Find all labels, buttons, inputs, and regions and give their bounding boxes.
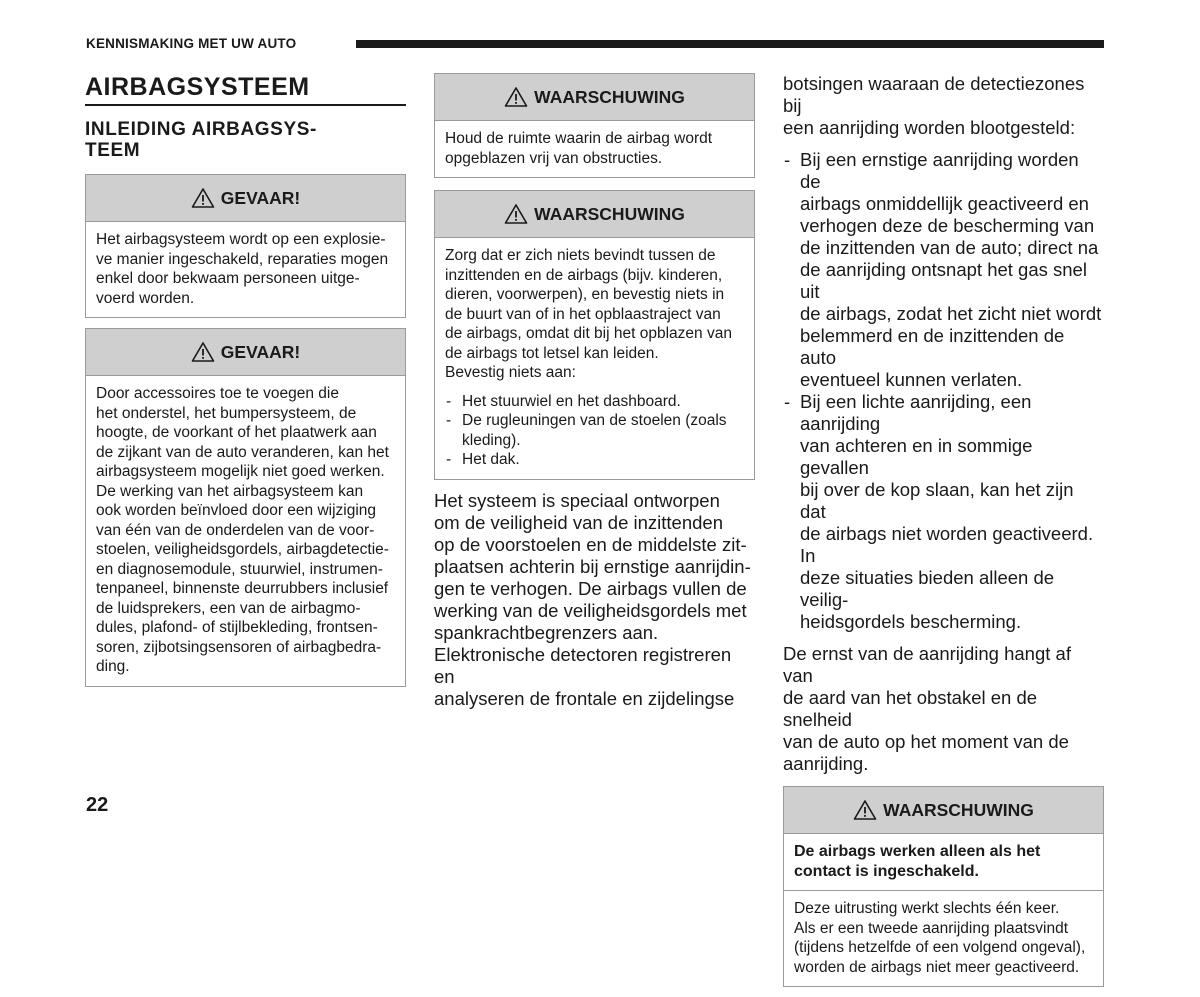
warning-box-1 — [434, 73, 755, 178]
warning-box-1-text: Houd de ruimte waarin de airbag wordt opgeblazen vrij van obstructies. — [445, 130, 713, 167]
warning-box-2-header — [435, 191, 754, 238]
warning-triangle-icon — [504, 86, 528, 108]
list-item: - Het dak. — [445, 450, 744, 470]
outro-paragraph: De ernst van de aanrijding hangt af van de aard van het obstakel en de snelheid van de auto op het moment van de aanrijding. — [783, 643, 1071, 774]
body-paragraph: Het systeem is speciaal ontworpen om de veiligheid van de inzittenden op de voorstoelen en de middelste zit- plaatsen achterin bij ernstige aanrijdin- gen te verhogen. De airbags vullen de werking van de veiligheidsgordels met spankrachtbegrenzers aan. Elektronische detectoren registreren en analyseren de frontale en zijdelingse — [434, 489, 751, 709]
warning-triangle-icon — [853, 799, 877, 821]
warning-box-1-body — [435, 121, 754, 177]
warning-box-2 — [434, 190, 755, 480]
danger-box-2 — [85, 328, 406, 687]
danger-box-2-text: Door accessoires toe te voegen die het onderstel, het bumpersysteem, de hoogte, de voorkant of het plaatwerk aan de zijkant van de auto veranderen, kan het airbagsysteem mogelijk niet goed werken. De werking van het airbagsysteem kan ook worden beïnvloed door een wijziging van één van de onderdelen van de voor- stoelen, veiligheidsgordels, airbagdetectie- en diagnosemodule, stuurwiel, instrumen- tenpaneel, binnenste deurrubbers inclusief de luidsprekers, een van de airbagmo- dules, plafond- of stijlbekleding, frontsen- soren, zijbotsingsensoren of airbagbedra- ding. — [96, 385, 389, 675]
warning-box-2-list — [445, 392, 744, 470]
danger-box-1 — [85, 174, 406, 318]
danger-box-1-header — [86, 175, 405, 222]
warning-box-1-label: WAARSCHUWING — [534, 86, 685, 107]
warning-box-2-body — [435, 238, 754, 479]
warning-box-3-text: Deze uitrusting werkt slechts één keer. Als er een tweede aanrijding plaatsvindt (tijdens hetzelfde of een volgend ongeval), worden de airbags niet meer geactiveerd. — [794, 900, 1086, 976]
intro-paragraph: botsingen waaraan de detectiezones bij een aanrijding worden blootgesteld: — [783, 73, 1085, 138]
list-item: - Bij een lichte aanrijding, een aanrijding van achteren en in sommige gevallen bij over de kop slaan, kan het zijn dat de airbags niet worden geactiveerd. In deze situaties bieden alleen de veilig- heidsgordels bescherming. — [783, 391, 1104, 633]
sub-title: INLEIDING AIRBAGSYS- TEEM — [85, 119, 317, 161]
warning-box-2-label: WAARSCHUWING — [534, 203, 685, 224]
danger-box-2-body — [86, 376, 405, 686]
warning-triangle-icon — [504, 203, 528, 225]
warning-triangle-icon — [191, 187, 215, 209]
warning-box-2-text: Zorg dat er zich niets bevindt tussen de inzittenden en de airbags (bijv. kinderen, dieren, voorwerpen), en bevestig niets in de buurt van of in het opblaastraject van de airbags, omdat dit bij het opblazen van de airbags tot letsel kan leiden. Bevestig niets aan: — [445, 247, 732, 381]
warning-box-3-header — [784, 787, 1103, 834]
header-title: KENNISMAKING MET UW AUTO — [86, 36, 297, 51]
warning-box-3 — [783, 786, 1104, 987]
warning-box-3-body — [784, 834, 1103, 986]
danger-box-1-label: GEVAAR! — [220, 187, 301, 208]
list-item: - Bij een ernstige aanrijding worden de airbags onmiddellijk geactiveerd en verhogen deze de bescherming van de inzittenden van de auto; direct na de aanrijding ontsnapt het gas snel uit de airbags, zodat het zicht niet wordt belemmerd en de inzittenden de auto eventueel kunnen verlaten. — [783, 149, 1104, 391]
warning-box-1-header — [435, 74, 754, 121]
warning-box-3-bold-text: De airbags werken alleen als het contact is ingeschakeld. — [794, 843, 1041, 880]
danger-box-1-body — [86, 222, 405, 317]
danger-box-2-label: GEVAAR! — [220, 341, 301, 362]
page-number: 22 — [86, 794, 109, 816]
column-1 — [85, 72, 406, 697]
danger-box-1-text: Het airbagsysteem wordt op een explosie- ve manier ingeschakeld, reparaties mogen enkel door bekwaam personeen uitge- voerd worden. — [96, 231, 389, 307]
collision-list — [783, 149, 1104, 633]
box-divider — [784, 890, 1103, 891]
warning-box-3-label: WAARSCHUWING — [883, 799, 1034, 820]
list-item: - Het stuurwiel en het dashboard. — [445, 392, 744, 412]
column-2 — [434, 73, 755, 710]
column-3 — [783, 73, 1104, 997]
header-bar — [356, 40, 1104, 48]
danger-box-2-header — [86, 329, 405, 376]
warning-triangle-icon — [191, 341, 215, 363]
list-item: - De rugleuningen van de stoelen (zoals kleding). — [445, 411, 744, 450]
section-title: AIRBAGSYSTEEM — [85, 72, 406, 106]
